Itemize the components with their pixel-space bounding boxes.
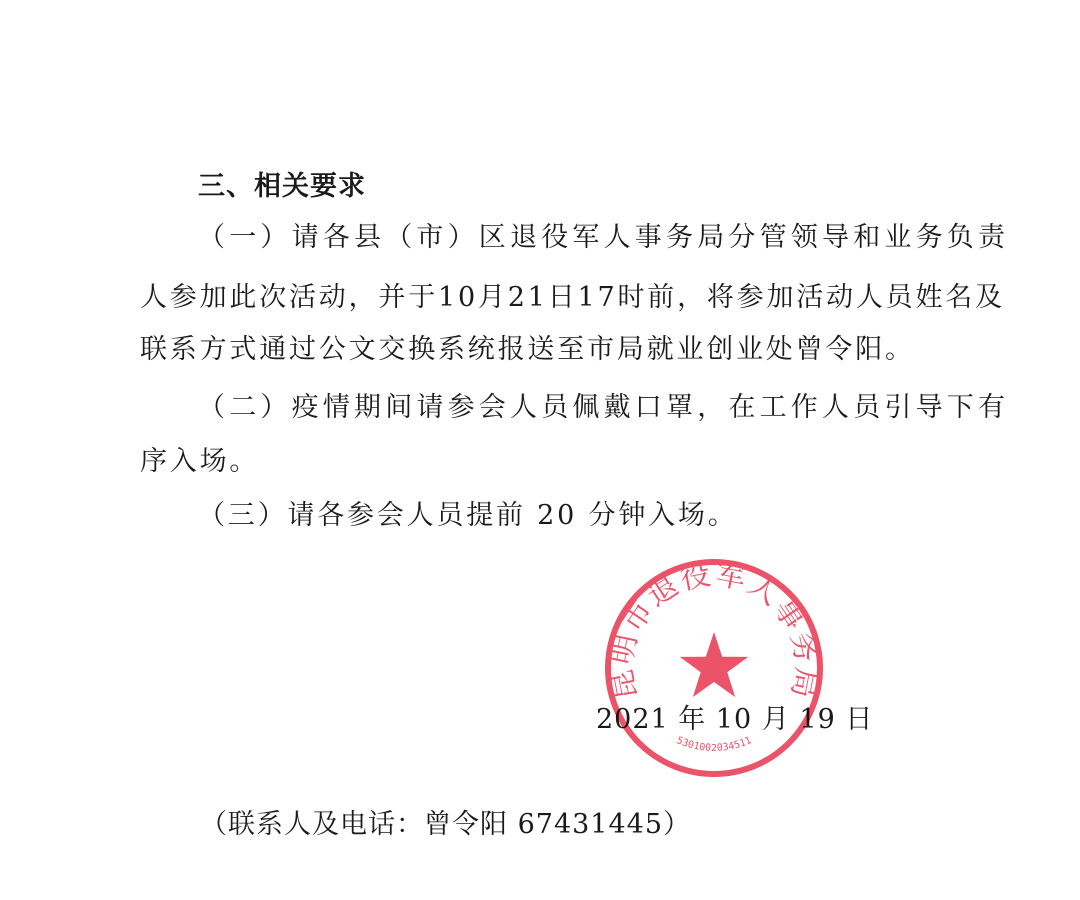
seal-code — [675, 735, 754, 754]
item-3-line-1: （三）请各参会人员提前 20 分钟入场。 — [198, 500, 738, 531]
document-date: 2021 年 10 月 19 日 — [596, 704, 874, 735]
seal-code-path: 5301002034511 — [674, 735, 754, 754]
item-1-line-2: 人参加此次活动，并于10月21日17时前，将参加活动人员姓名及 — [140, 282, 1005, 313]
section-heading: 三、相关要求 — [198, 171, 366, 202]
item-1-line-3: 联系方式通过公文交换系统报送至市局就业创业处曾令阳。 — [140, 334, 915, 365]
contact-line: （联系人及电话：曾令阳 67431445） — [200, 809, 692, 840]
official-seal — [602, 556, 826, 780]
seal-text-path: 昆明市退役军人事务局 — [603, 556, 825, 703]
seal-star-icon — [680, 632, 748, 697]
item-2-line-1: （二）疫情期间请参会人员佩戴口罩，在工作人员引导下有 — [198, 392, 1010, 423]
item-2-line-2: 序入场。 — [140, 446, 260, 477]
item-1-line-1: （一）请各县（市）区退役军人事务局分管领导和业务负责 — [198, 222, 1010, 253]
